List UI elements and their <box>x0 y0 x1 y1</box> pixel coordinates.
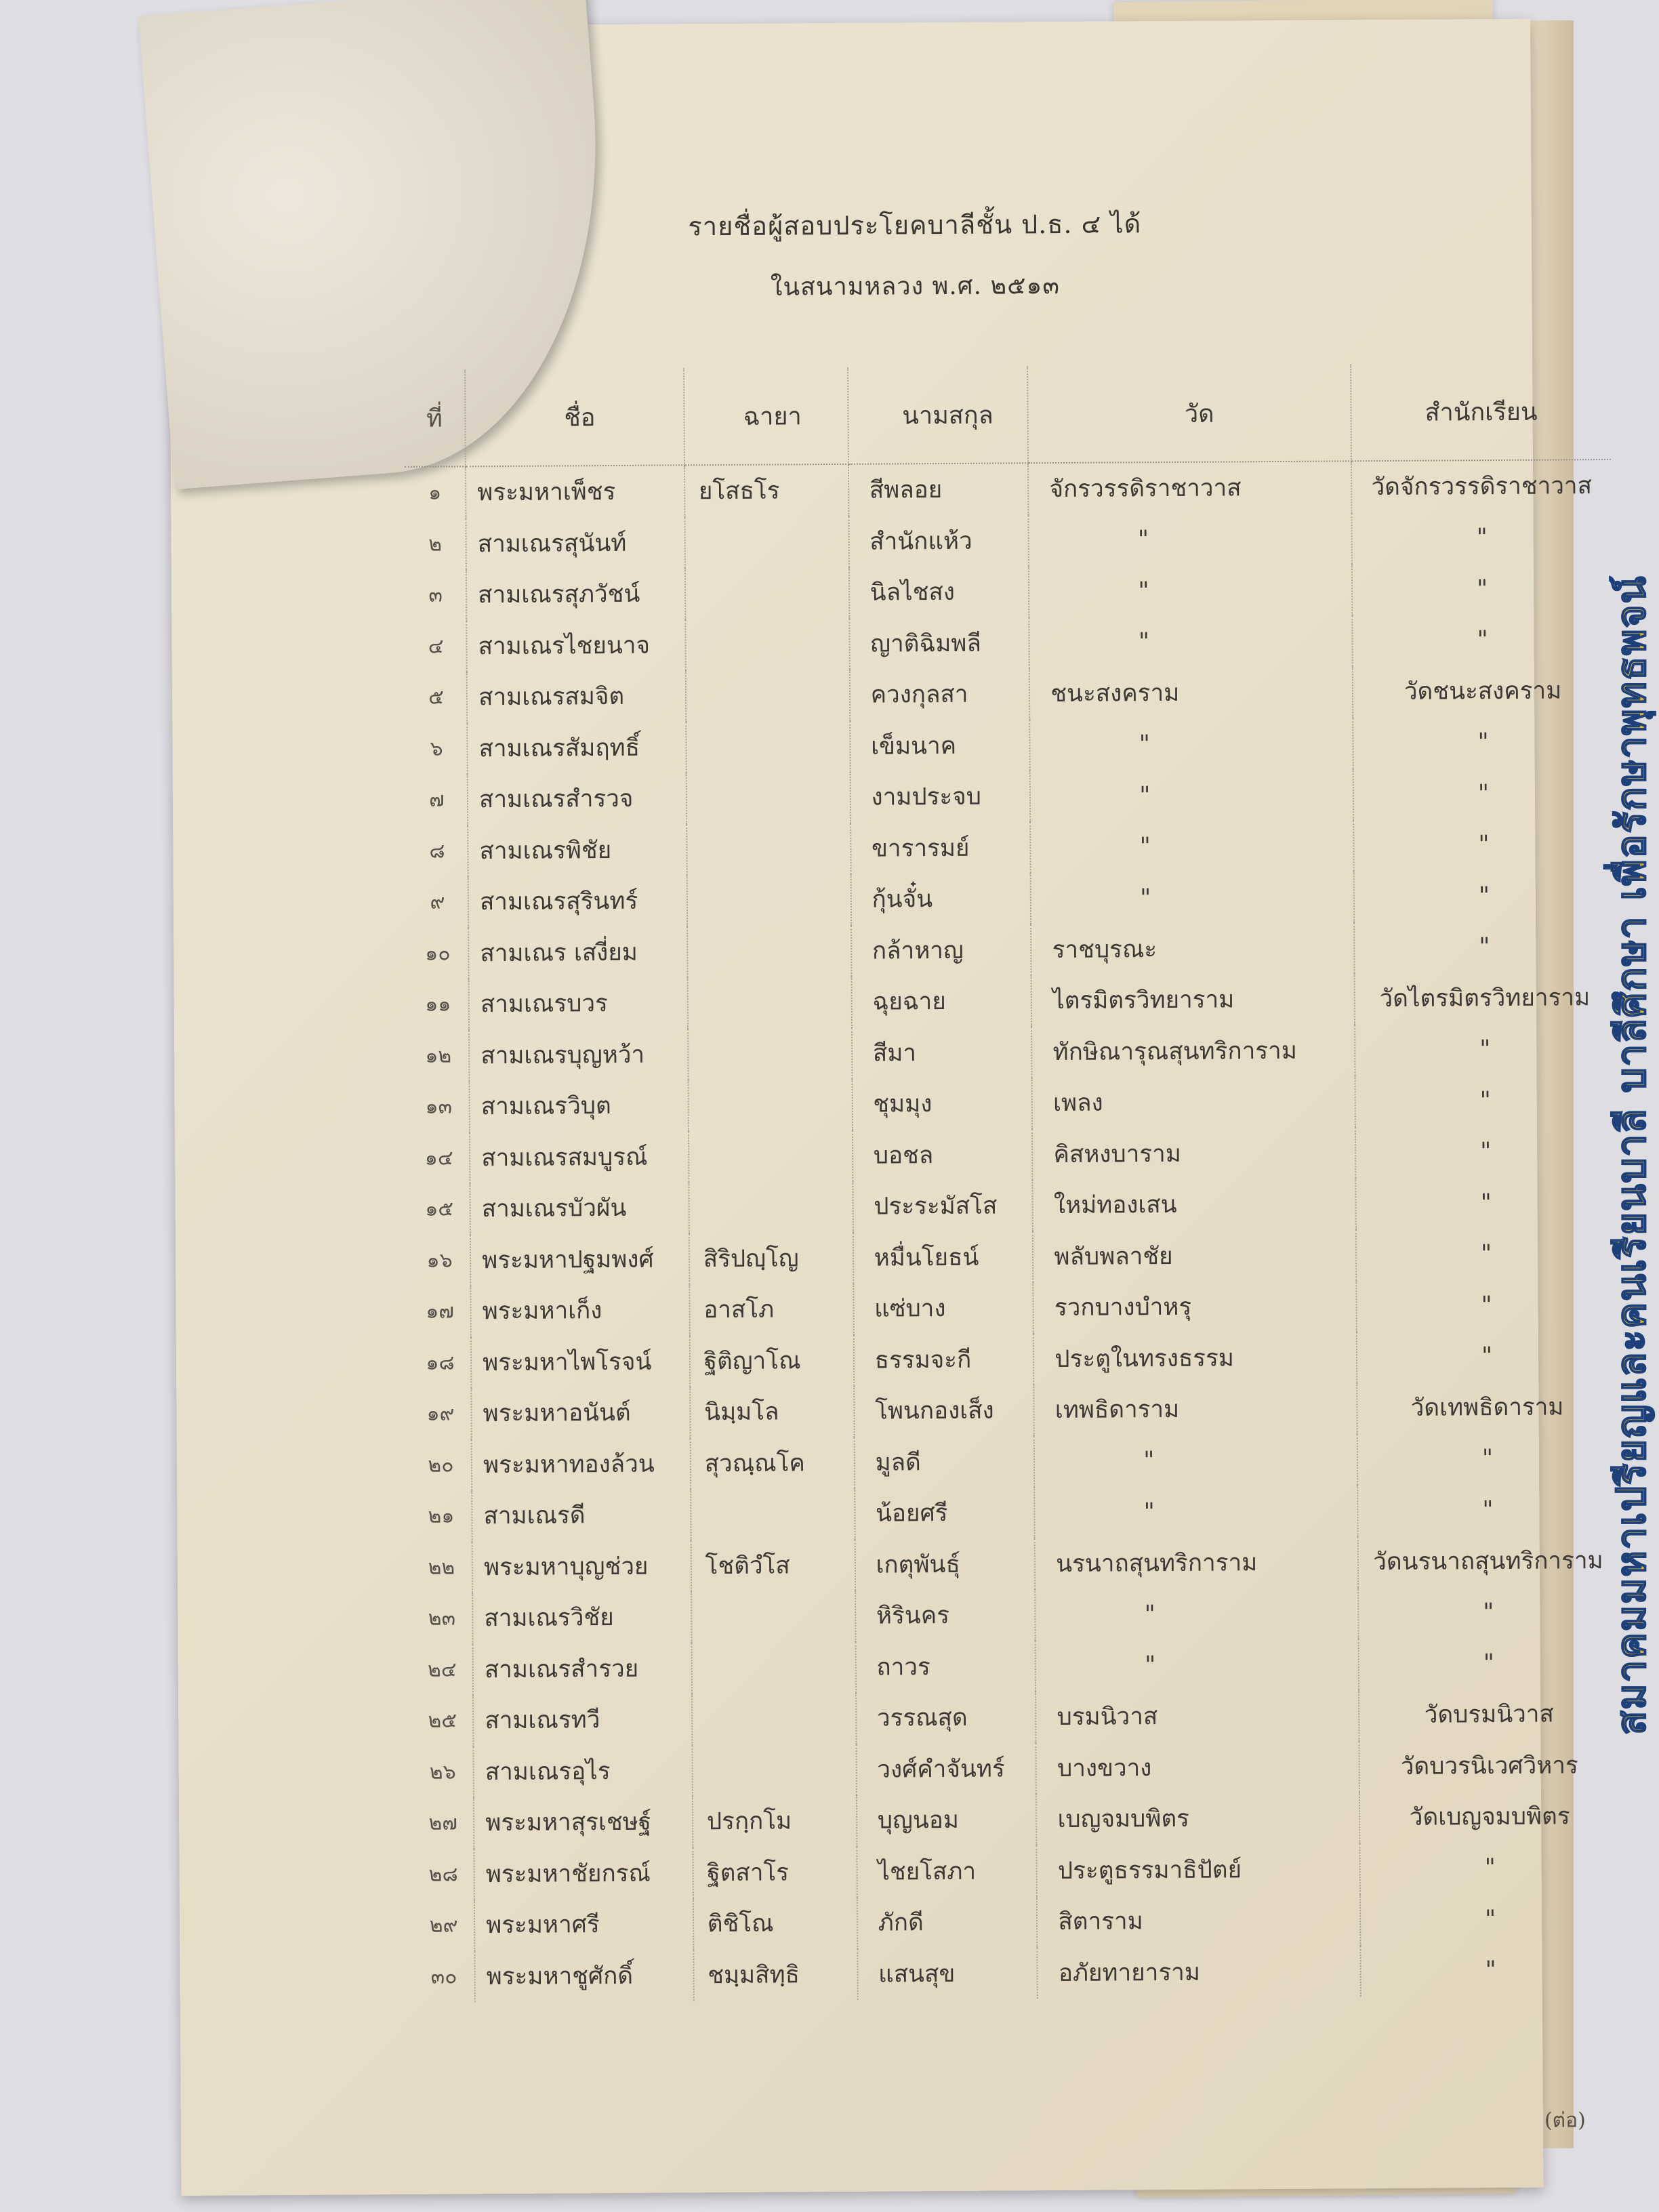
school-cell: " <box>1478 882 1490 909</box>
person-name-cell: พระมหาชูศักดิ์ <box>474 1950 693 2002</box>
table-row <box>409 1279 1616 1337</box>
person-name-cell: สามเณรวิชัย <box>472 1591 691 1643</box>
table-row <box>411 1483 1617 1542</box>
surname-cell: มูลดี <box>854 1436 1034 1488</box>
surname-cell: บุญนอม <box>857 1794 1037 1846</box>
row-number-cell: ๗ <box>407 774 468 825</box>
person-name-cell: สามเณรสุนันท์ <box>466 517 685 569</box>
temple-cell: " <box>1035 1485 1358 1538</box>
school-cell: วัดบวรนิเวศวิหาร <box>1400 1752 1578 1780</box>
school-cell: " <box>1477 779 1490 807</box>
surname-cell: สีพลอย <box>848 463 1029 516</box>
school-cell: วัดเบญจมบพิตร <box>1409 1803 1570 1832</box>
temple-cell: " <box>1035 1587 1358 1640</box>
table-row <box>411 1534 1618 1593</box>
person-name-cell: สามเณรพิชัย <box>468 824 687 876</box>
person-name-cell: สามเณรวิบุต <box>470 1080 689 1132</box>
person-name-cell: พระมหาเพ็ชร <box>466 465 684 518</box>
monastic-name-cell: อาสโภ <box>689 1284 853 1336</box>
row-number-cell: ๕ <box>406 672 468 723</box>
temple-cell: เพลง <box>1032 1076 1355 1128</box>
table-row <box>409 1125 1615 1183</box>
monastic-name-cell: โชติวํโส <box>691 1539 855 1591</box>
school-cell: วัดไตรมิตรวิทยาราม <box>1379 984 1591 1013</box>
person-name-cell: สามเณร เสงี่ยม <box>468 926 687 979</box>
monastic-name-cell <box>685 567 849 619</box>
table-row <box>413 1841 1619 1900</box>
surname-cell: ถาวร <box>855 1641 1036 1693</box>
school-cell: " <box>1477 729 1489 756</box>
person-name-cell: สามเณรบุญหว้า <box>469 1029 688 1081</box>
person-name-cell: พระมหาอนันต์ <box>471 1387 690 1439</box>
surname-cell: สีมา <box>852 1027 1032 1079</box>
school-cell: วัดเทพธิดาราม <box>1410 1393 1564 1422</box>
row-number-cell: ๒๖ <box>413 1746 474 1798</box>
monastic-name-cell <box>689 1130 853 1182</box>
temple-cell: " <box>1030 769 1353 821</box>
person-name-cell: สามเณรอุไร <box>474 1745 693 1797</box>
school-cell: " <box>1476 524 1488 552</box>
school-cell: " <box>1483 1650 1495 1677</box>
surname-cell: ฉุยฉาย <box>851 975 1031 1027</box>
person-name-cell: พระมหาทองล้วน <box>472 1438 691 1490</box>
monastic-name-cell <box>688 1079 852 1131</box>
school-cell: วัดบรมนิวาส <box>1424 1700 1554 1729</box>
row-number-cell: ๑ <box>405 466 466 518</box>
results-table <box>404 363 1620 2003</box>
row-number-cell: ๒๗ <box>413 1797 474 1849</box>
table-row <box>407 920 1614 979</box>
row-number-cell: ๓๐ <box>413 1951 475 2003</box>
surname-cell: งามประจบ <box>850 771 1030 823</box>
row-number-cell: ๑๓ <box>409 1081 470 1132</box>
table-row <box>413 1739 1619 1797</box>
person-name-cell: สามเณรสุภวัชน์ <box>466 568 685 620</box>
monastic-name-cell: ชมฺมสิทฺธิ <box>693 1948 857 2001</box>
surname-cell: น้อยศรี <box>855 1487 1035 1539</box>
school-cell: " <box>1484 1905 1496 1933</box>
table-row <box>405 459 1611 518</box>
watermark <box>1559 447 1654 1735</box>
temple-cell: ทักษิณารุณสุนทริการาม <box>1031 1025 1355 1078</box>
row-number-cell: ๒๓ <box>411 1593 473 1644</box>
table-row <box>411 1586 1618 1644</box>
row-number-cell: ๙ <box>407 876 469 928</box>
school-cell: วัดนรนาถสุนทริการาม <box>1373 1547 1603 1576</box>
temple-cell: รวกบางบำหรุ <box>1033 1280 1357 1333</box>
monastic-name-cell <box>692 1693 856 1745</box>
surname-cell: ขารารมย์ <box>851 822 1031 874</box>
row-number-cell: ๑๖ <box>409 1235 471 1286</box>
temple-cell: " <box>1034 1434 1357 1487</box>
column-header-name: ชื่อ <box>465 368 684 466</box>
table-row <box>409 1176 1615 1235</box>
table-row <box>408 972 1614 1030</box>
row-number-cell: ๑๙ <box>410 1388 472 1439</box>
monastic-name-cell <box>688 1027 852 1080</box>
school-cell: " <box>1479 1086 1491 1114</box>
temple-cell: เบญจมบพิตร <box>1036 1792 1359 1845</box>
temple-cell: " <box>1029 615 1353 668</box>
person-name-cell: สามเณรไชยนาจ <box>466 619 685 672</box>
row-number-cell: ๒๘ <box>413 1849 474 1900</box>
school-cell: " <box>1480 1240 1492 1268</box>
surname-cell: แซ่บาง <box>853 1282 1033 1334</box>
school-cell: " <box>1480 1138 1492 1166</box>
surname-cell: วงศ์คำจันทร์ <box>856 1743 1036 1795</box>
table-row <box>411 1432 1617 1490</box>
row-number-cell: ๑๕ <box>409 1183 470 1235</box>
temple-cell: สิตาราม <box>1037 1894 1360 1947</box>
row-number-cell: ๖ <box>406 723 468 775</box>
column-header-surname: นามสกุล <box>848 366 1029 464</box>
school-cell: " <box>1485 1957 1496 1984</box>
surname-cell: สำนักแห้ว <box>848 515 1029 567</box>
monastic-name-cell: ฐิติญาโณ <box>690 1334 854 1387</box>
monastic-name-cell <box>686 772 850 824</box>
temple-cell: เทพธิดาราม <box>1034 1382 1357 1435</box>
row-number-cell: ๑๐ <box>407 928 469 979</box>
temple-cell: " <box>1036 1639 1359 1692</box>
column-header-temple: วัด <box>1027 364 1351 463</box>
table-row <box>412 1637 1618 1695</box>
table-row <box>408 1023 1614 1081</box>
temple-cell: คิสหงบาราม <box>1032 1127 1355 1180</box>
person-name-cell: พระมหาสุรเชษฐ์ <box>474 1796 693 1848</box>
table-row <box>412 1688 1618 1746</box>
person-name-cell: สามเณรสัมฤทธิ์ <box>467 722 686 774</box>
person-name-cell: พระมหาปฐมพงศ์ <box>470 1233 689 1286</box>
surname-cell: นิลไชสง <box>849 566 1029 618</box>
person-name-cell: สามเณรบัวผัน <box>470 1182 689 1234</box>
surname-cell: หิรินคร <box>855 1589 1036 1641</box>
table-row <box>413 1893 1620 1951</box>
person-name-cell: สามเณรสมจิต <box>467 670 686 722</box>
school-cell: " <box>1483 1598 1494 1626</box>
school-cell: " <box>1482 1496 1494 1523</box>
table-row <box>405 562 1612 621</box>
temple-cell: นรนาถสุนทริการาม <box>1035 1536 1358 1589</box>
school-cell: " <box>1480 1189 1492 1216</box>
school-cell: วัดชนะสงคราม <box>1404 677 1562 706</box>
temple-cell: ไตรมิตรวิทยาราม <box>1031 973 1355 1026</box>
school-cell: " <box>1478 831 1490 859</box>
table-row <box>407 767 1613 825</box>
temple-cell: บางขวาง <box>1036 1741 1359 1794</box>
table-body <box>405 459 1620 2003</box>
monastic-name-cell: นิมฺมโล <box>690 1386 854 1438</box>
table-row <box>405 512 1611 570</box>
monastic-name-cell: สิริปญฺโญ <box>689 1232 853 1284</box>
monastic-name-cell <box>687 874 851 926</box>
table-header-row <box>404 363 1611 467</box>
person-name-cell: พระมหาเก็ง <box>470 1284 689 1336</box>
monastic-name-cell <box>691 1488 855 1540</box>
school-cell: " <box>1476 575 1488 602</box>
monastic-name-cell <box>686 670 850 722</box>
row-number-cell: ๒๒ <box>411 1542 473 1593</box>
surname-cell: วรรณสุด <box>856 1692 1036 1744</box>
row-number-cell: ๒๙ <box>413 1900 475 1951</box>
table-row <box>413 1944 1620 2002</box>
monastic-name-cell <box>686 720 850 773</box>
school-cell: " <box>1479 933 1490 961</box>
person-name-cell: พระมหาศรี <box>474 1898 693 1950</box>
school-cell: " <box>1477 626 1488 654</box>
temple-cell: บรมนิวาส <box>1036 1689 1359 1742</box>
surname-cell: ชุมมุง <box>852 1078 1032 1130</box>
monastic-name-cell <box>689 1181 853 1233</box>
table-row <box>407 818 1613 876</box>
temple-cell: ประตูธรรมาธิปัตย์ <box>1037 1843 1360 1896</box>
person-name-cell: สามเณรสุรินทร์ <box>468 875 687 927</box>
temple-cell: " <box>1031 820 1354 873</box>
column-header-school: สำนักเรียน <box>1351 363 1611 461</box>
temple-cell: ประตูในทรงธรรม <box>1033 1332 1357 1385</box>
temple-cell: พลับพลาชัย <box>1033 1229 1356 1282</box>
row-number-cell: ๑๒ <box>408 1030 470 1082</box>
surname-cell: ควงกุลสา <box>849 668 1029 720</box>
monastic-name-cell: ปรกฺกโม <box>693 1795 857 1847</box>
school-cell: วัดจักรวรรดิราชาวาส <box>1371 472 1593 501</box>
monastic-name-cell <box>692 1744 856 1796</box>
surname-cell: หมื่นโยธน์ <box>853 1231 1033 1284</box>
person-name-cell: พระมหาบุญช่วย <box>472 1540 691 1593</box>
person-name-cell: สามเณรดี <box>472 1489 691 1541</box>
document-subtitle: ในสนามหลวง พ.ศ. ๒๕๑๓ <box>770 271 1061 302</box>
row-number-cell: ๑๑ <box>408 979 470 1030</box>
monastic-name-cell: ติชิโณ <box>693 1898 857 1950</box>
monastic-name-cell: ฐิตสาโร <box>693 1846 857 1898</box>
row-number-cell: ๑๘ <box>410 1337 472 1389</box>
table-row <box>410 1381 1616 1439</box>
temple-cell: ใหม่ทองเสน <box>1033 1178 1356 1231</box>
watermark-text: สมาคมมหาเปรียญและคนเรียนบาลี บาลีศึกษา เพื่อรักษาพุทธพจน์ <box>1608 575 1654 1735</box>
row-number-cell: ๑๗ <box>409 1286 471 1337</box>
school-cell: " <box>1484 1854 1496 1882</box>
row-number-cell: ๑๔ <box>409 1132 470 1184</box>
temple-cell: ชนะสงคราม <box>1029 666 1353 719</box>
person-name-cell: สามเณรสำรวย <box>473 1643 692 1695</box>
row-number-cell: ๒๑ <box>411 1490 472 1542</box>
continued-note: (ต่อ) <box>1544 2108 1586 2133</box>
document-title: รายชื่อผู้สอบประโยคบาลีชั้น ป.ธ. ๔ ได้ <box>688 209 1142 242</box>
monastic-name-cell <box>687 977 851 1029</box>
row-number-cell: ๒๐ <box>411 1439 472 1491</box>
temple-cell: " <box>1031 871 1354 924</box>
surname-cell: ธรรมจะกี <box>853 1334 1033 1386</box>
temple-cell: อภัยทายาราม <box>1038 1946 1361 1999</box>
table-row <box>405 614 1612 672</box>
temple-cell: " <box>1029 564 1352 617</box>
table-row <box>409 1074 1615 1132</box>
temple-cell: ราชบุรณะ <box>1031 922 1354 975</box>
table-row <box>409 1227 1616 1286</box>
surname-cell: ญาติฉิมพลี <box>849 617 1029 670</box>
surname-cell: เข็มนาค <box>850 720 1030 772</box>
monastic-name-cell <box>691 1641 855 1694</box>
table-row <box>407 869 1614 928</box>
surname-cell: บอชล <box>853 1129 1033 1181</box>
row-number-cell: ๓ <box>405 569 467 621</box>
surname-cell: แสนสุข <box>857 1948 1038 2000</box>
person-name-cell: สามเณรบวร <box>469 977 688 1029</box>
person-name-cell: พระมหาไพโรจน์ <box>471 1336 690 1388</box>
table-row <box>406 665 1612 723</box>
table-row <box>413 1790 1619 1849</box>
monastic-name-cell: ยโสธโร <box>684 464 848 517</box>
table-row <box>406 716 1612 775</box>
monastic-name-cell <box>687 925 851 977</box>
document-page <box>168 19 1603 2196</box>
temple-cell: " <box>1029 513 1352 566</box>
row-number-cell: ๒ <box>405 518 466 570</box>
school-cell: " <box>1479 1036 1491 1063</box>
surname-cell: กุ้นจั๋น <box>851 873 1031 925</box>
row-number-cell: ๒๕ <box>412 1695 474 1746</box>
person-name-cell: สามเณรทวี <box>473 1694 692 1746</box>
surname-cell: กล้าหาญ <box>851 924 1031 977</box>
person-name-cell: สามเณรสมบูรณ์ <box>470 1131 689 1183</box>
school-cell: " <box>1481 1291 1492 1319</box>
monastic-name-cell <box>691 1591 855 1643</box>
row-number-cell: ๒๔ <box>412 1644 474 1696</box>
person-name-cell: สามเณรสำรวจ <box>468 773 687 825</box>
monastic-name-cell <box>684 516 848 568</box>
temple-cell: " <box>1030 718 1353 771</box>
surname-cell: โพนกองเส็ง <box>854 1385 1034 1437</box>
surname-cell: ภักดี <box>857 1896 1038 1948</box>
row-number-cell: ๔ <box>405 621 467 672</box>
monastic-name-cell <box>685 618 849 670</box>
table-row <box>410 1330 1616 1388</box>
monastic-name-cell <box>687 823 851 875</box>
school-cell: " <box>1481 1343 1493 1370</box>
surname-cell: เกตุพันธุ์ <box>855 1538 1035 1591</box>
surname-cell: ประระมัสโส <box>853 1180 1033 1232</box>
column-header-number: ที่ <box>404 369 466 467</box>
school-cell: " <box>1481 1445 1494 1473</box>
column-header-monastic-name: ฉายา <box>684 367 848 465</box>
temple-cell: จักรวรรดิราชาวาส <box>1028 461 1351 514</box>
person-name-cell: พระมหาชัยกรณ์ <box>474 1847 693 1900</box>
row-number-cell: ๘ <box>407 825 468 877</box>
monastic-name-cell: สุวณฺณโค <box>690 1437 854 1489</box>
surname-cell: ไชยโสภา <box>857 1845 1037 1898</box>
